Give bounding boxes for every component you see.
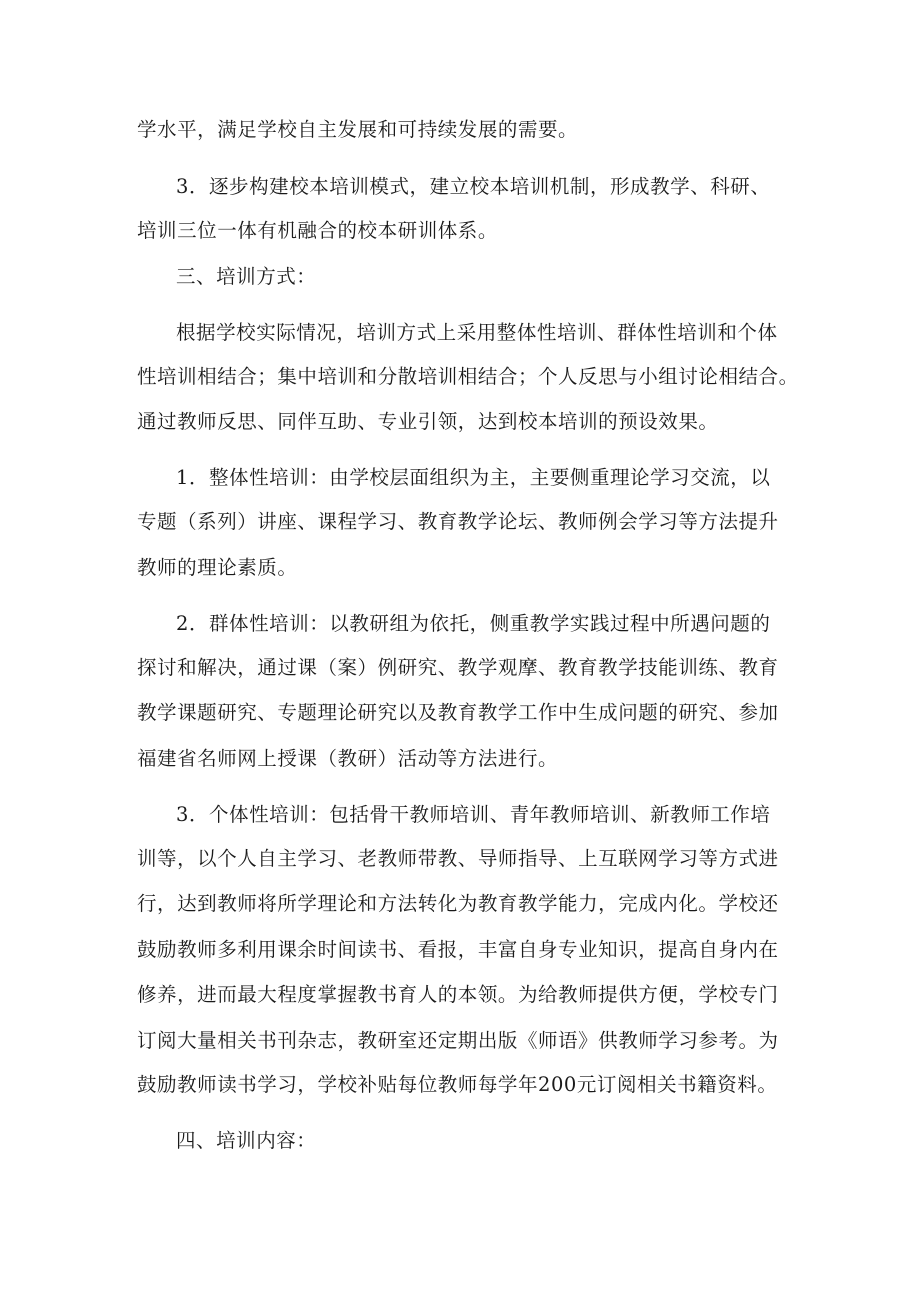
section-heading: 三、培训方式： — [176, 265, 317, 288]
text-line: 鼓励教师多利用课余时间读书、看报，丰富自身专业知识，提高自身内在 — [137, 938, 779, 961]
text-line: 探讨和解决，通过课（案）例研究、教学观摩、教育教学技能训练、教育 — [137, 656, 779, 679]
text-line: 1．整体性培训：由学校层面组织为主，主要侧重理论学习交流，以 — [176, 466, 771, 489]
text-line: 性培训相结合；集中培训和分散培训相结合；个人反思与小组讨论相结合。 — [137, 365, 799, 388]
text-line: 修养，进而最大程度掌握教书育人的本领。为给教师提供方便，学校专门 — [137, 983, 779, 1006]
text-line: 行，达到教师将所学理论和方法转化为教育教学能力，完成内化。学校还 — [137, 892, 779, 915]
text-line: 训等，以个人自主学习、老教师带教、导师指导、上互联网学习等方式进 — [137, 847, 779, 870]
text-line: 教师的理论素质。 — [137, 556, 298, 579]
text-line: 通过教师反思、同伴互助、专业引领，达到校本培训的预设效果。 — [137, 410, 719, 433]
text-line: 学水平，满足学校自主发展和可持续发展的需要。 — [137, 118, 579, 141]
text-line: 专题（系列）讲座、课程学习、教育教学论坛、教师例会学习等方法提升 — [137, 510, 779, 533]
text-line: 3．逐步构建校本培训模式，建立校本培训机制，形成教学、科研、 — [176, 175, 771, 198]
text-line: 订阅大量相关书刊杂志，教研室还定期出版《师语》供教师学习参考。为 — [137, 1029, 779, 1052]
text-line: 培训三位一体有机融合的校本研训体系。 — [137, 219, 498, 242]
text-line: 教学课题研究、专题理论研究以及教育教学工作中生成问题的研究、参加 — [137, 701, 779, 724]
text-line: 根据学校实际情况，培训方式上采用整体性培训、群体性培训和个体 — [176, 321, 778, 344]
text-line: 2．群体性培训：以教研组为依托，侧重教学实践过程中所遇问题的 — [176, 612, 771, 635]
text-line: 鼓励教师读书学习，学校补贴每位教师每学年200元订阅相关书籍资料。 — [137, 1073, 778, 1096]
section-heading: 四、培训内容： — [176, 1129, 317, 1152]
text-line: 福建省名师网上授课（教研）活动等方法进行。 — [137, 747, 559, 770]
text-line: 3．个体性培训：包括骨干教师培训、青年教师培训、新教师工作培 — [176, 803, 771, 826]
